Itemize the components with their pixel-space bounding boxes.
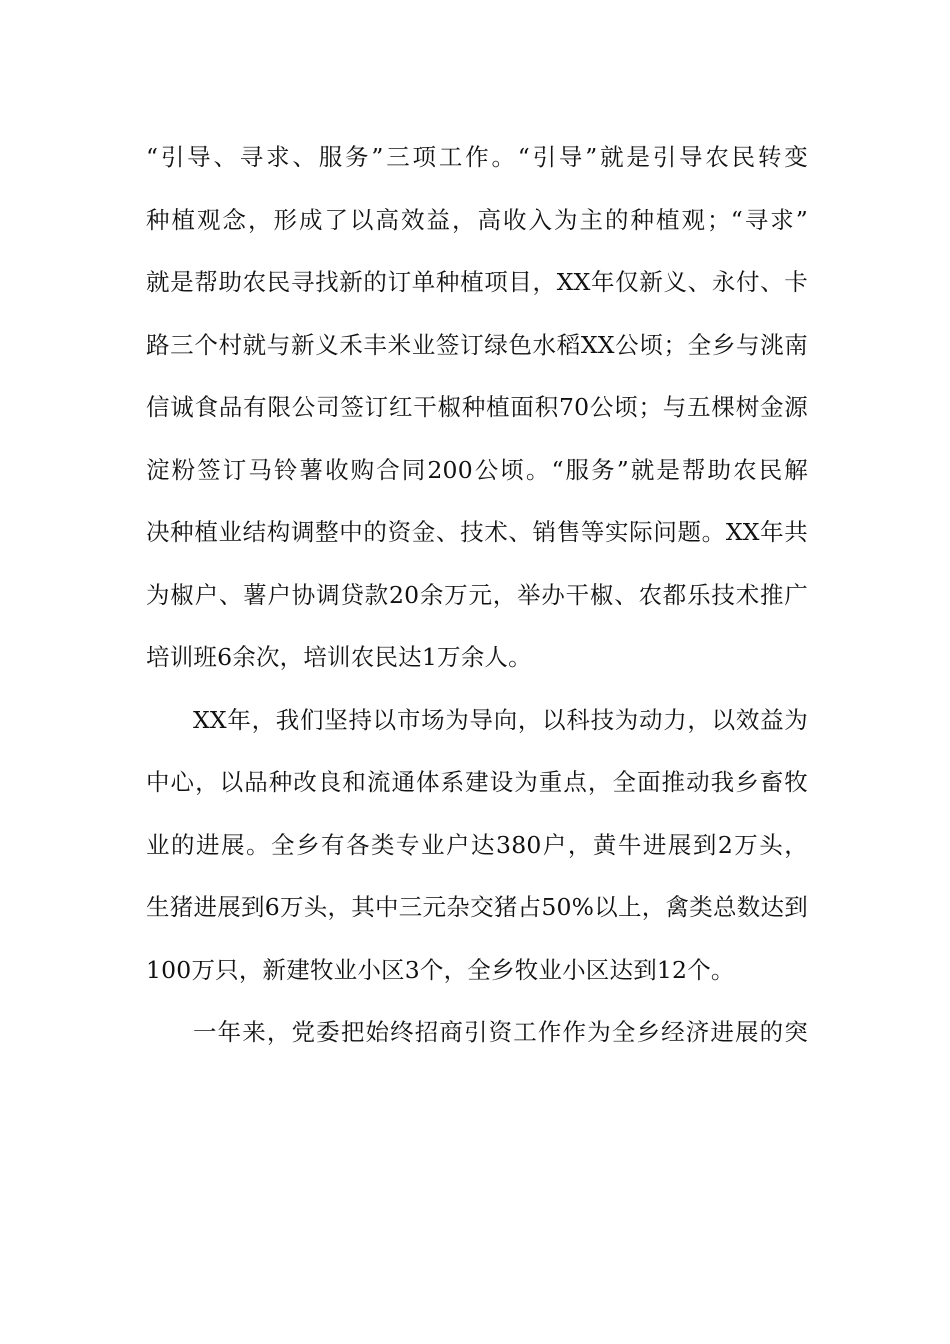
text-line: 信诚食品有限公司签订红干椒种植面积70公顷；与五棵树金源	[146, 393, 808, 421]
text-line: 生猪进展到6万头，其中三元杂交猪占50%以上，禽类总数达到	[146, 893, 808, 921]
text-line: 为椒户、薯户协调贷款20余万元，举办干椒、农都乐技术推广	[146, 580, 808, 609]
text-line: 培训班6余次，培训农民达1万余人。	[146, 643, 532, 671]
text-line: 种植观念，形成了以高效益，高收入为主的种植观；“寻求”	[146, 205, 808, 234]
text-line: 业的进展。全乡有各类专业户达380户，黄牛进展到2万头，	[146, 830, 808, 859]
text-line: 路三个村就与新义禾丰米业签订绿色水稻XX公顷；全乡与洮南	[146, 330, 808, 359]
text-line: 决种植业结构调整中的资金、技术、销售等实际问题。XX年共	[146, 518, 808, 546]
text-line: 一年来，党委把始终招商引资工作作为全乡经济进展的突	[193, 1018, 808, 1046]
text-line: 100万只，新建牧业小区3个，全乡牧业小区达到12个。	[146, 955, 735, 984]
text-line: 中心，以品种改良和流通体系建设为重点，全面推动我乡畜牧	[146, 768, 808, 796]
text-line: XX年，我们坚持以市场为导向，以科技为动力，以效益为	[193, 705, 808, 734]
text-line: 淀粉签订马铃薯收购合同200公顷。“服务”就是帮助农民解	[146, 455, 808, 484]
text-line: “引导、寻求、服务”三项工作。“引导”就是引导农民转变	[146, 143, 808, 171]
document-body	[146, 126, 808, 1064]
text-line: 就是帮助农民寻找新的订单种植项目，XX年仅新义、永付、卡	[146, 268, 808, 296]
